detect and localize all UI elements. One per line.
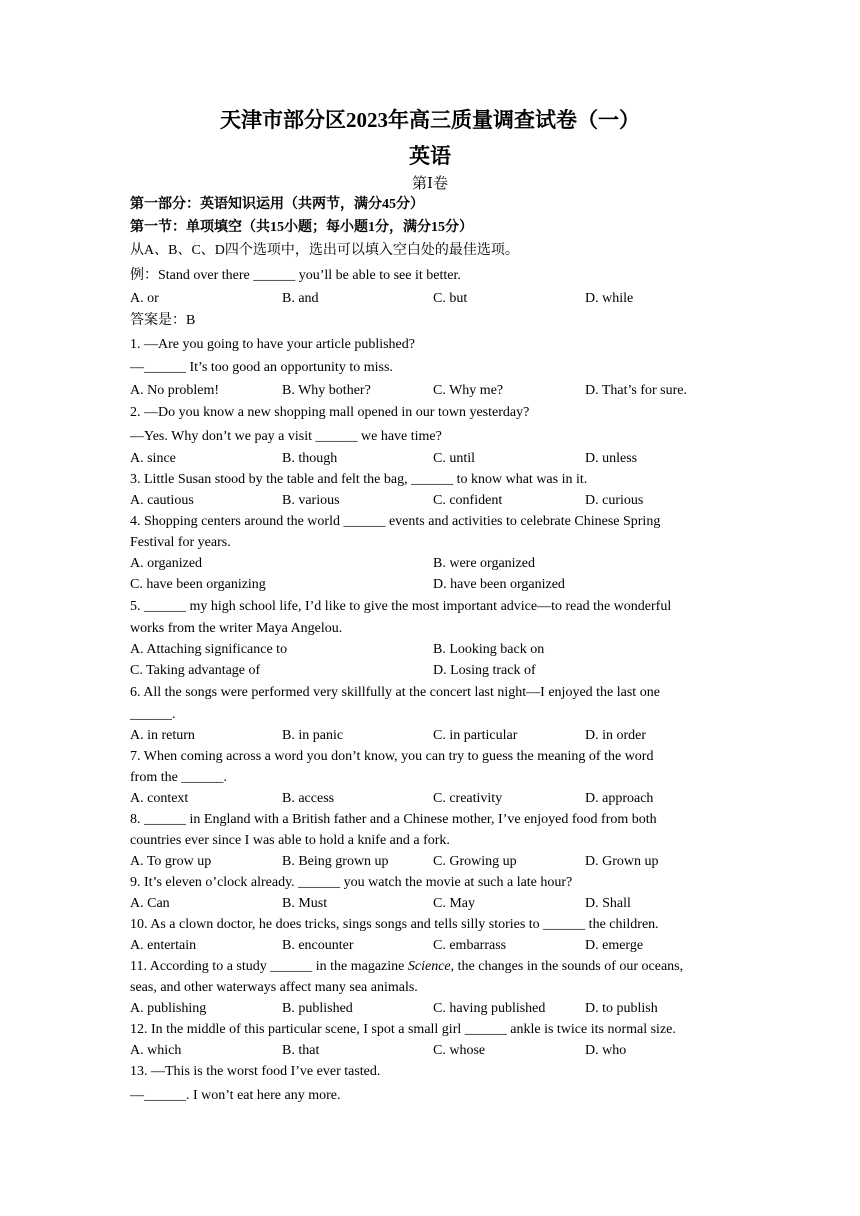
question-2-line-1: 2. —Do you know a new shopping mall opened in our town yesterday? <box>130 405 530 420</box>
section-heading: 第一节：单项填空（共15小题；每小题1分，满分15分） <box>130 220 473 235</box>
question-8-line-1: 8. ______ in England with a British father and a Chinese mother, I’ve enjoyed food from both <box>130 812 657 827</box>
q9-option-c: C. May <box>433 896 475 911</box>
q11-magazine-title: Science <box>407 959 451 974</box>
q8-option-b: B. Being grown up <box>282 854 389 869</box>
q1-option-d: D. That’s for sure. <box>585 383 687 398</box>
instruction: 从A、B、C、D四个选项中，选出可以填入空白处的最佳选项。 <box>130 243 519 258</box>
q7-option-c: C. creativity <box>433 791 503 806</box>
q3-option-b: B. various <box>282 493 340 508</box>
example-stem: 例：Stand over there ______ you’ll be able to see it better. <box>130 268 461 283</box>
example-option-a: A. or <box>130 291 159 306</box>
q2-option-a: A. since <box>130 451 176 466</box>
q10-option-b: B. encounter <box>282 938 354 953</box>
q10-option-a: A. entertain <box>130 938 197 953</box>
question-7-line-2: from the ______. <box>130 770 227 785</box>
q11-option-d: D. to publish <box>585 1001 658 1016</box>
q4-option-d: D. have been organized <box>433 577 565 592</box>
q9-option-b: B. Must <box>282 896 328 911</box>
q9-option-a: A. Can <box>130 896 170 911</box>
q1-option-c: C. Why me? <box>433 383 504 398</box>
question-2-line-2: —Yes. Why don’t we pay a visit ______ we have time? <box>130 429 442 444</box>
q3-option-d: D. curious <box>585 493 644 508</box>
question-11-line-1 <box>130 957 683 977</box>
example-option-c: C. but <box>433 291 468 306</box>
q12-option-c: C. whose <box>433 1043 486 1058</box>
question-4-line-1: 4. Shopping centers around the world ______ events and activities to celebrate Chinese Spring <box>130 514 661 529</box>
question-1-line-2: —______ It’s too good an opportunity to miss. <box>130 360 393 375</box>
q4-option-b: B. were organized <box>433 556 535 571</box>
q5-option-b: B. Looking back on <box>433 642 545 657</box>
q4-option-a: A. organized <box>130 556 203 571</box>
question-13-line-1: 13. —This is the worst food I’ve ever tasted. <box>130 1064 381 1079</box>
q6-option-a: A. in return <box>130 728 195 743</box>
q7-option-d: D. approach <box>585 791 654 806</box>
question-5-line-1: 5. ______ my high school life, I’d like to give the most important advice—to read the wonderful <box>130 599 672 614</box>
question-3-line-1: 3. Little Susan stood by the table and felt the bag, ______ to know what was in it. <box>130 472 588 487</box>
question-5-line-2: works from the writer Maya Angelou. <box>130 621 343 636</box>
q8-option-a: A. To grow up <box>130 854 212 869</box>
question-4-line-2: Festival for years. <box>130 535 231 550</box>
volume-label: 第Ⅰ卷 <box>412 176 448 192</box>
q10-option-d: D. emerge <box>585 938 644 953</box>
question-7-line-1: 7. When coming across a word you don’t know, you can try to guess the meaning of the word <box>130 749 654 764</box>
q6-option-b: B. in panic <box>282 728 344 743</box>
q2-option-c: C. until <box>433 451 476 466</box>
q11-text-post: , the changes in the sounds of our oceans, <box>450 959 684 974</box>
q5-option-c: C. Taking advantage of <box>130 663 261 678</box>
q3-option-c: C. confident <box>433 493 503 508</box>
example-answer: 答案是：B <box>130 313 196 328</box>
q3-option-a: A. cautious <box>130 493 194 508</box>
q11-text-pre: 11. According to a study ______ in the magazine <box>130 959 408 974</box>
q5-option-d: D. Losing track of <box>433 663 536 678</box>
q4-option-c: C. have been organizing <box>130 577 266 592</box>
q6-option-d: D. in order <box>585 728 647 743</box>
q12-option-a: A. which <box>130 1043 182 1058</box>
q8-option-d: D. Grown up <box>585 854 659 869</box>
q5-option-a: A. Attaching significance to <box>130 642 288 657</box>
q11-option-c: C. having published <box>433 1001 546 1016</box>
q2-option-d: D. unless <box>585 451 638 466</box>
question-10-line-1: 10. As a clown doctor, he does tricks, sings songs and tells silly stories to ______ the children. <box>130 917 659 932</box>
q6-option-c: C. in particular <box>433 728 518 743</box>
question-9-line-1: 9. It’s eleven o’clock already. ______ you watch the movie at such a late hour? <box>130 875 573 890</box>
q7-option-a: A. context <box>130 791 189 806</box>
question-11-line-2: seas, and other waterways affect many sea animals. <box>130 980 418 995</box>
q10-option-c: C. embarrass <box>433 938 507 953</box>
example-option-d: D. while <box>585 291 634 306</box>
q7-option-b: B. access <box>282 791 335 806</box>
subject-title: 英语 <box>409 144 451 168</box>
q12-option-d: D. who <box>585 1043 627 1058</box>
q9-option-d: D. Shall <box>585 896 631 911</box>
question-13-line-2: —______. I won’t eat here any more. <box>130 1088 341 1103</box>
question-8-line-2: countries ever since I was able to hold a knife and a fork. <box>130 833 450 848</box>
question-1-line-1: 1. —Are you going to have your article published? <box>130 337 415 352</box>
question-12-line-1: 12. In the middle of this particular scene, I spot a small girl ______ ankle is twice its normal size. <box>130 1022 676 1037</box>
example-option-b: B. and <box>282 291 319 306</box>
q8-option-c: C. Growing up <box>433 854 517 869</box>
q1-option-b: B. Why bother? <box>282 383 371 398</box>
question-6-line-1: 6. All the songs were performed very skillfully at the concert last night—I enjoyed the last one <box>130 685 660 700</box>
exam-title: 天津市部分区2023年高三质量调查试卷（一） <box>220 108 640 132</box>
question-6-line-2: ______. <box>130 707 176 722</box>
q11-option-b: B. published <box>282 1001 353 1016</box>
part-heading: 第一部分：英语知识运用（共两节，满分45分） <box>130 197 424 212</box>
q2-option-b: B. though <box>282 451 338 466</box>
q1-option-a: A. No problem! <box>130 383 220 398</box>
q11-option-a: A. publishing <box>130 1001 207 1016</box>
q12-option-b: B. that <box>282 1043 320 1058</box>
